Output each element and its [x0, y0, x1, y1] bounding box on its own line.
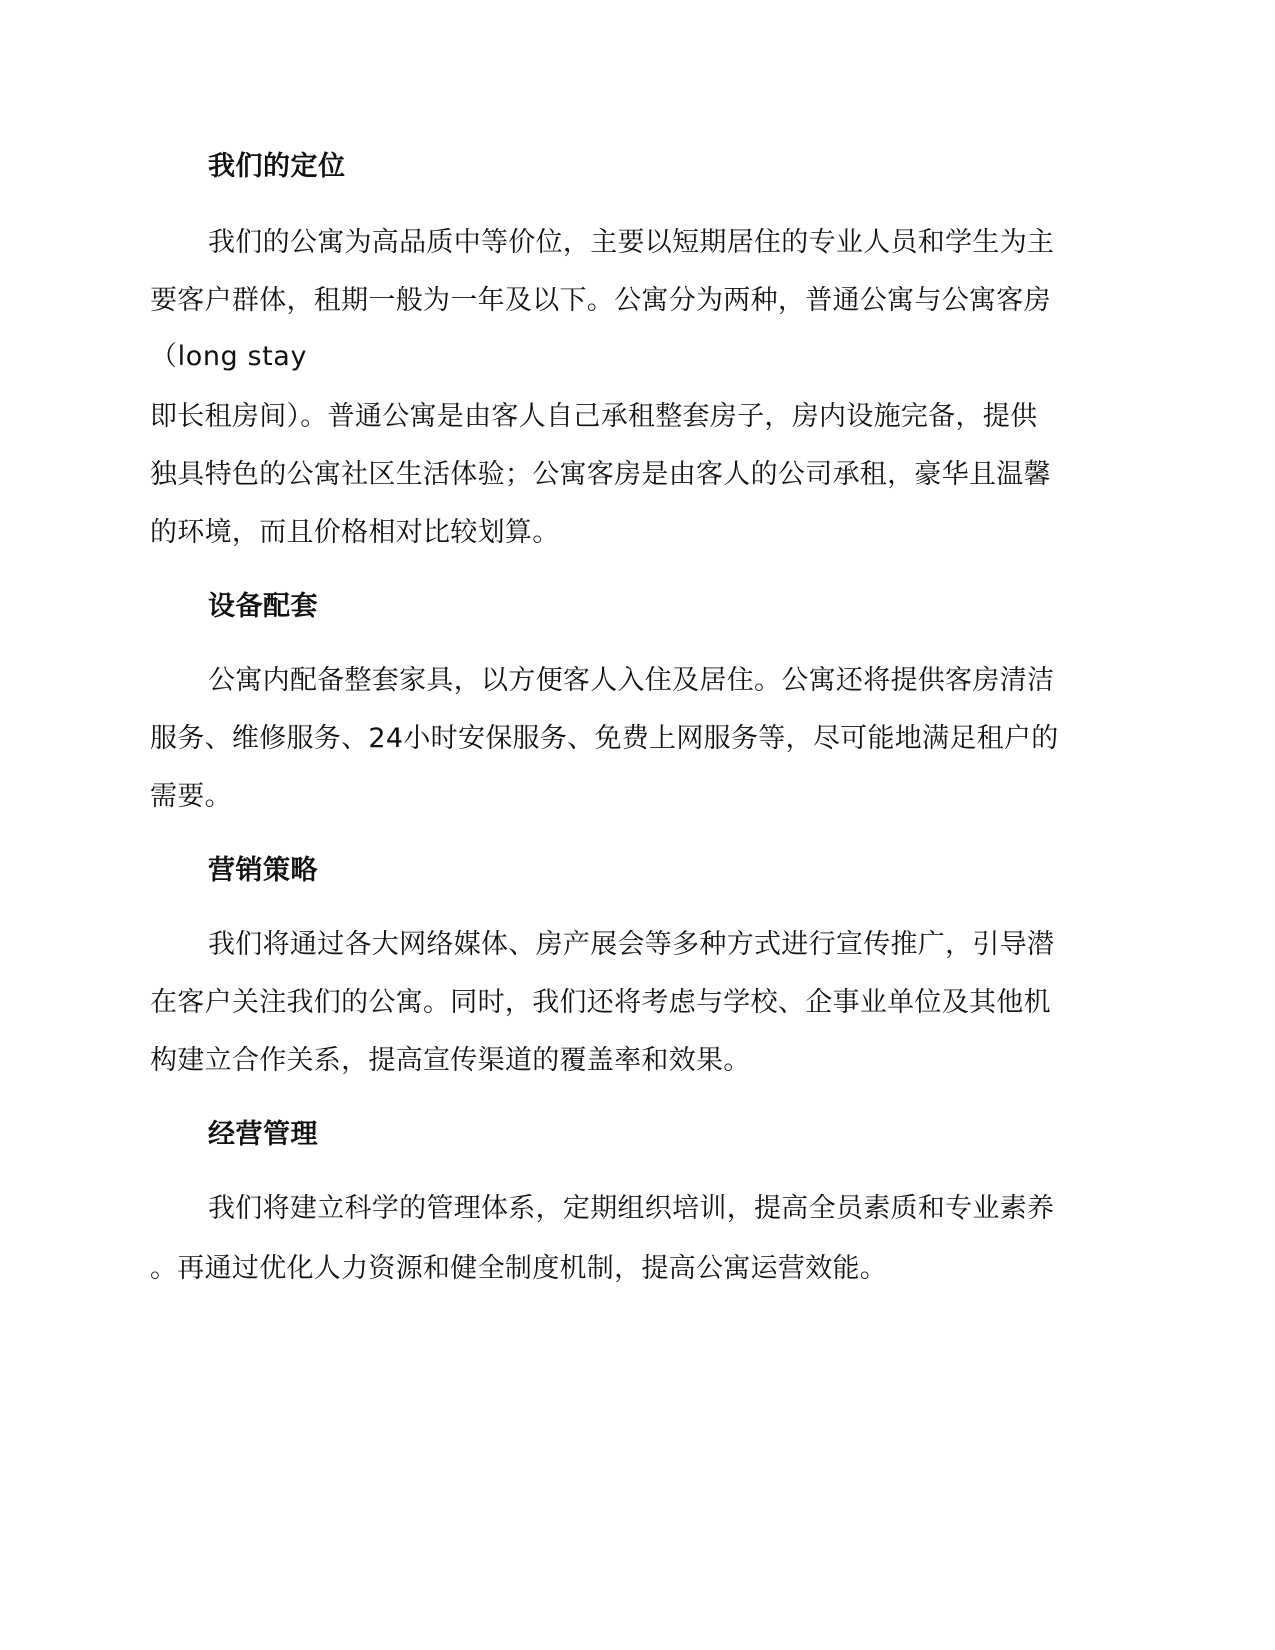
paragraph-line: 我们的公寓为高品质中等价位，主要以短期居住的专业人员和学生为主	[208, 227, 1055, 258]
section-heading-facilities: 设备配套	[208, 591, 318, 622]
paragraph-line: （long stay	[150, 341, 308, 372]
section-heading-marketing: 营销策略	[208, 855, 318, 886]
paragraph-line: 构建立合作关系，提高宣传渠道的覆盖率和效果。	[150, 1045, 751, 1076]
paragraph-line: 的环境，而且价格相对比较划算。	[150, 517, 560, 548]
paragraph-line: 我们将通过各大网络媒体、房产展会等多种方式进行宣传推广，引导潜	[208, 929, 1055, 960]
paragraph-line: 。再通过优化人力资源和健全制度机制，提高公寓运营效能。	[150, 1253, 888, 1284]
section-heading-positioning: 我们的定位	[208, 151, 346, 182]
section-heading-management: 经营管理	[208, 1119, 318, 1150]
paragraph-line: 需要。	[150, 781, 232, 812]
paragraph-line: 独具特色的公寓社区生活体验；公寓客房是由客人的公司承租，豪华且温馨	[150, 459, 1051, 490]
paragraph-line: 即长租房间）。普通公寓是由客人自己承租整套房子，房内设施完备，提供	[150, 401, 1038, 432]
paragraph-line: 服务、维修服务、24小时安保服务、免费上网服务等，尽可能地满足租户的	[150, 723, 1059, 754]
paragraph-line: 公寓内配备整套家具，以方便客人入住及居住。公寓还将提供客房清洁	[208, 665, 1055, 696]
paragraph-line: 在客户关注我们的公寓。同时，我们还将考虑与学校、企事业单位及其他机	[150, 987, 1051, 1018]
paragraph-line: 我们将建立科学的管理体系，定期组织培训，提高全员素质和专业素养	[208, 1193, 1055, 1224]
paragraph-line: 要客户群体，租期一般为一年及以下。公寓分为两种，普通公寓与公寓客房	[150, 285, 1051, 316]
